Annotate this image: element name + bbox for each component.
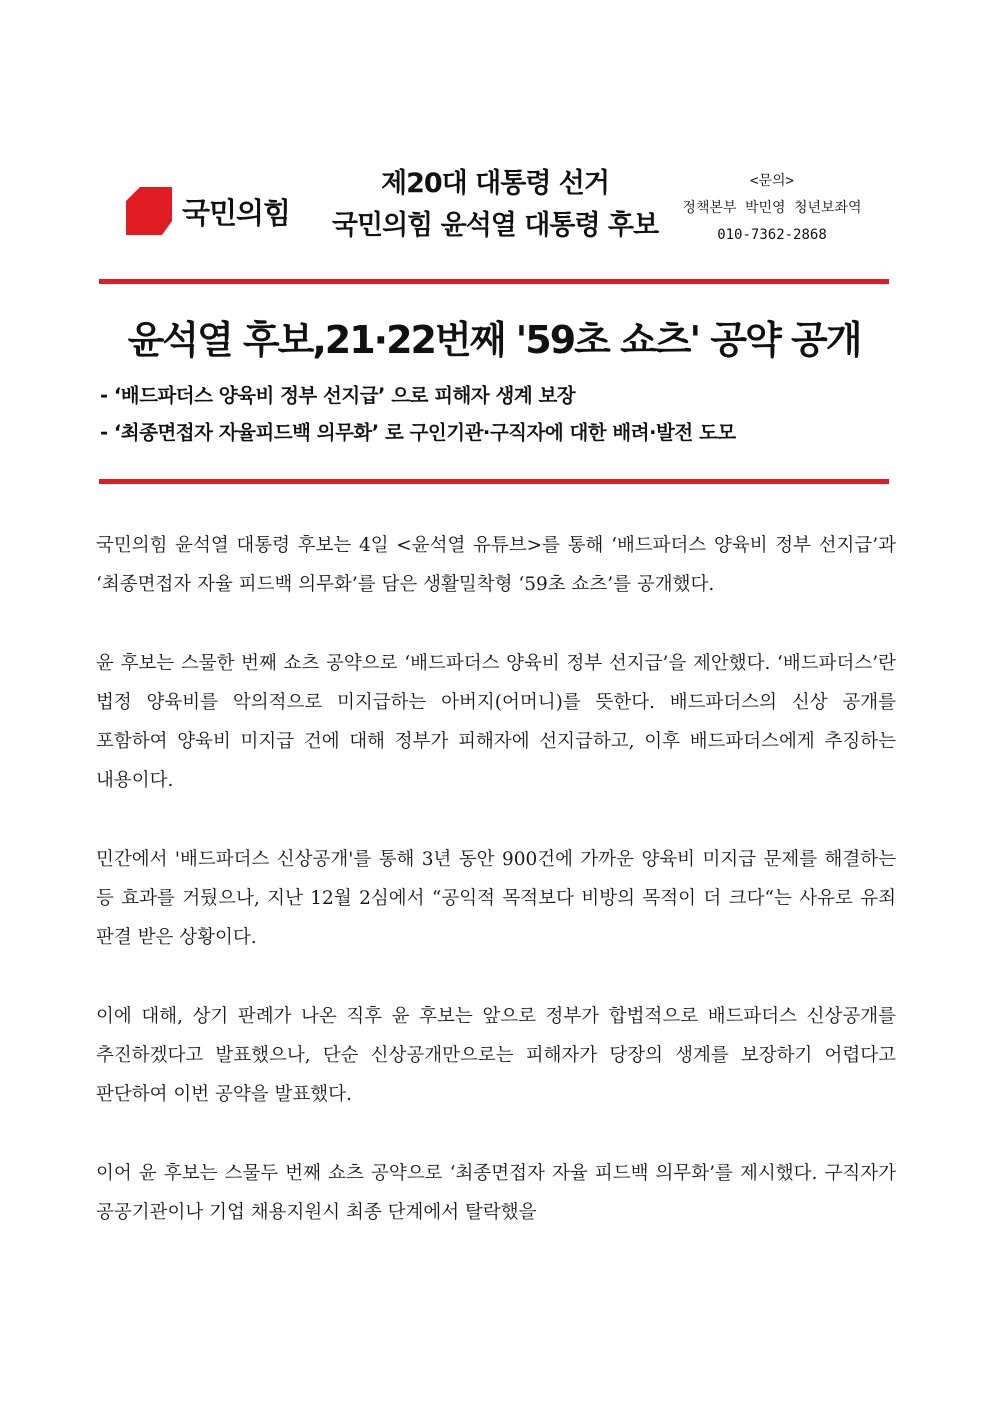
- bottom-divider: [99, 479, 889, 484]
- party-logo: [126, 186, 290, 236]
- election-title-line1: 제20대 대통령 선거: [381, 168, 609, 199]
- article-body: [96, 526, 896, 1272]
- subheading-item: - ‘최종면접자 자율피드백 의무화’ 로 구인기관·구직자에 대한 배려·발전 도모: [100, 421, 736, 444]
- party-logo-text: 국민의힘: [182, 195, 291, 230]
- contact-phone: 010-7362-2868: [717, 227, 827, 243]
- article-paragraph: 이어 윤 후보는 스물두 번째 쇼츠 공약으로 ‘최종면접자 자율 피드백 의무화’를 제시했다. 구직자가 공공기관이나 기업 채용지원시 최종 단계에서 탈락했을: [96, 1163, 896, 1223]
- top-divider: [99, 279, 889, 284]
- contact-info: [652, 168, 892, 249]
- article-paragraph: 민간에서 '배드파더스 신상공개'를 통해 3년 동안 900건에 가까운 양육비 미지급 문제를 해결하는 등 효과를 거뒀으나, 지난 12월 2심에서 “공익적 목적보다 비방의 목적이 더 크다“는 사유로 유죄 판결 받은 상황이다.: [96, 849, 896, 948]
- contact-person: 정책본부 박민영 청년보좌역: [682, 200, 862, 216]
- subheadings: [100, 377, 900, 451]
- article-paragraph: 윤 후보는 스물한 번째 쇼츠 공약으로 ‘배드파더스 양육비 정부 선지급’을 제안했다. ‘배드파더스’란 법정 양육비를 악의적으로 미지급하는 아버지(어머니)를 뜻한다. 배드파더스의 신상 공개를 포함하여 양육비 미지급 건에 대해 정부가 피해자에 선지급하고, 이후 배드파더스에게 추징하는 내용이다.: [96, 653, 896, 791]
- article-paragraph: 국민의힘 윤석열 대통령 후보는 4일 <윤석열 유튜브>를 통해 ‘배드파더스 양육비 정부 선지급’과 ‘최종면접자 자율 피드백 의무화’를 담은 생활밀착형 ‘59초 쇼츠’를 공개했다.: [96, 535, 896, 595]
- document-header: [0, 0, 992, 270]
- contact-label: <문의>: [750, 173, 794, 189]
- party-logo-icon: [126, 187, 172, 235]
- subheading-item: - ‘배드파더스 양육비 정부 선지급’ 으로 피해자 생계 보장: [100, 384, 576, 407]
- election-title-line2: 국민의힘 윤석열 대통령 후보: [331, 210, 659, 241]
- press-headline: 윤석열 후보,21·22번째 '59초 쇼츠' 공약 공개: [127, 318, 861, 362]
- article-paragraph: 이에 대해, 상기 판례가 나온 직후 윤 후보는 앞으로 정부가 합법적으로 배드파더스 신상공개를 추진하겠다고 발표했으나, 단순 신상공개만으로는 피해자가 당장의 생계를 보장하기 어렵다고 판단하여 이번 공약을 발표했다.: [96, 1006, 896, 1105]
- election-title: [320, 163, 670, 247]
